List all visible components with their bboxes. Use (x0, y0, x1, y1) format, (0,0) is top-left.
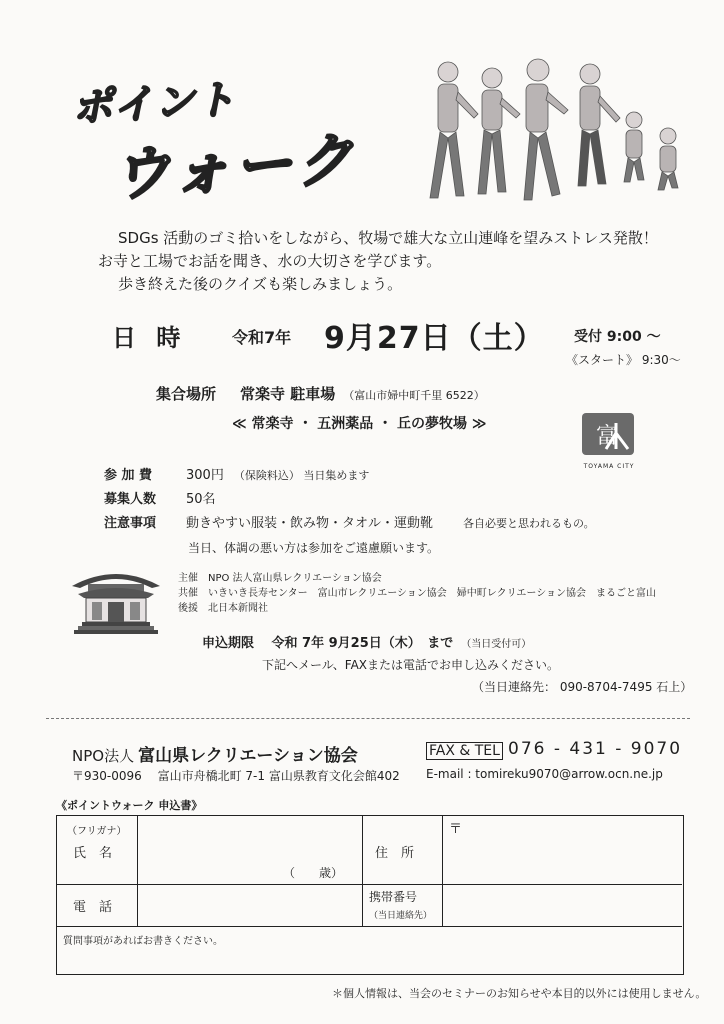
toyama-logo-text: TOYAMA CITY (583, 463, 635, 470)
sponsor-row (178, 601, 656, 616)
capacity-row (104, 488, 595, 512)
intro-line: 歩き終えた後のクイズも楽しみましょう。 (118, 275, 403, 293)
co-host-row (178, 586, 656, 601)
address-field[interactable] (449, 818, 679, 882)
walk-route: ≪ 常楽寺 ・ 五洲薬品 ・ 丘の夢牧場 ≫ (232, 416, 487, 432)
cut-line (46, 718, 690, 719)
datetime-era: 令和7年 (232, 328, 292, 347)
fee-value: 300円 (186, 468, 224, 483)
capacity-value: 50名 (186, 492, 216, 507)
postal-address: 〒930-0096 富山市舟橋北町 7-1 富山県教育文化会館402 (72, 769, 400, 783)
organization-name (72, 741, 358, 766)
age-field[interactable]: （ 歳） (283, 866, 344, 880)
mobile-note: （当日連絡先） (369, 911, 433, 921)
reception-time: 受付 9:00 ～ (574, 329, 661, 345)
apply-instruction: 下記へメール、FAXまたは電話でお申し込みください。 (262, 658, 560, 672)
title-line1: ポイント (71, 76, 238, 132)
deadline-text: 申込期限 令和 7年 9月25日（木） まで (202, 636, 454, 651)
host-name: NPO 法人富山県レクリエーション協会 (208, 573, 382, 584)
phone-field[interactable] (147, 886, 359, 924)
capacity-label: 募集人数 (104, 492, 157, 507)
meeting-address: （富山市婦中町千里 6522） (343, 389, 485, 402)
host-label: 主催 (178, 573, 198, 584)
walking-family-illustration (420, 58, 690, 210)
organization-prefix: NPO法人 (72, 747, 135, 765)
form-title: 《ポイントウォーク 申込書》 (56, 799, 203, 812)
intro-text (98, 227, 698, 296)
intro-line: SDGs 活動のゴミ拾いをしながら、牧場で雄大な立山連峰を望みストレス発散！ (118, 229, 658, 247)
questions-label: 質問事項があればお書きください。 (63, 936, 223, 947)
name-label: 氏 名 (73, 846, 113, 861)
phone-label: 電 話 (73, 900, 113, 915)
event-date: 9月27日（土） (324, 321, 545, 356)
temple-illustration (68, 560, 164, 640)
sponsor-label: 後援 (178, 603, 198, 614)
day-contact: （当日連絡先： 090-8704-7495 石上） (472, 680, 693, 694)
sponsor-name: 北日本新聞社 (208, 603, 268, 614)
datetime-label: 日 時 (112, 324, 187, 352)
meeting-place (156, 383, 485, 404)
organization-title: 富山県レクリエーション協会 (138, 746, 358, 766)
privacy-footnote: ＊個人情報は、当会のセミナーのお知らせや本目的以外には使用しません。 (332, 987, 707, 1000)
fee-label: 参 加 費 (104, 468, 153, 483)
co-host-label: 共催 (178, 588, 198, 599)
notes-line2: 当日、体調の悪い方は参加をご遠慮願います。 (188, 541, 440, 555)
notes-label: 注意事項 (104, 516, 157, 531)
email-address: E-mail : tomireku9070@arrow.ocn.ne.jp (426, 767, 663, 781)
address-label: 住 所 (375, 846, 415, 861)
deadline-note: （当日受付可） (461, 639, 532, 650)
toyama-logo-icon (576, 413, 642, 459)
meeting-label: 集合場所 (156, 385, 217, 403)
title-line2: ウォーク (110, 124, 361, 210)
fax-tel-number: 076 - 431 - 9070 (508, 739, 683, 759)
intro-line: お寺と工場でお話を聞き、水の大切さを学びます。 (98, 252, 442, 270)
meeting-place-name: 常楽寺 駐車場 (240, 385, 336, 403)
mobile-field[interactable] (449, 886, 679, 924)
application-form (56, 815, 684, 975)
notes-value: 動きやすい服装・飲み物・タオル・運動靴 (186, 516, 434, 531)
furigana-label: （フリガナ） (67, 826, 127, 837)
host-row (178, 571, 656, 586)
mobile-label: 携帯番号 (369, 890, 418, 904)
toyama-city-logo (576, 413, 642, 470)
application-deadline (202, 632, 531, 651)
start-time: 《スタート》 9:30～ (566, 353, 681, 367)
notes-extra: 各自必要と思われるもの。 (463, 517, 595, 530)
fax-tel-label: FAX & TEL (426, 742, 503, 760)
notes-row (104, 512, 595, 536)
fee-note: （保険料込） 当日集めます (233, 469, 370, 482)
postal-mark: 〒 (449, 822, 463, 837)
questions-field[interactable] (61, 928, 679, 972)
organizers (178, 571, 656, 616)
co-host-names: いきいき長寿センター 富山市レクリエーション協会 婦中町レクリエーション協会 まるごと富山 (208, 588, 656, 599)
svg-text:富: 富 (596, 424, 619, 449)
event-info (104, 464, 595, 560)
fee-row (104, 464, 595, 488)
